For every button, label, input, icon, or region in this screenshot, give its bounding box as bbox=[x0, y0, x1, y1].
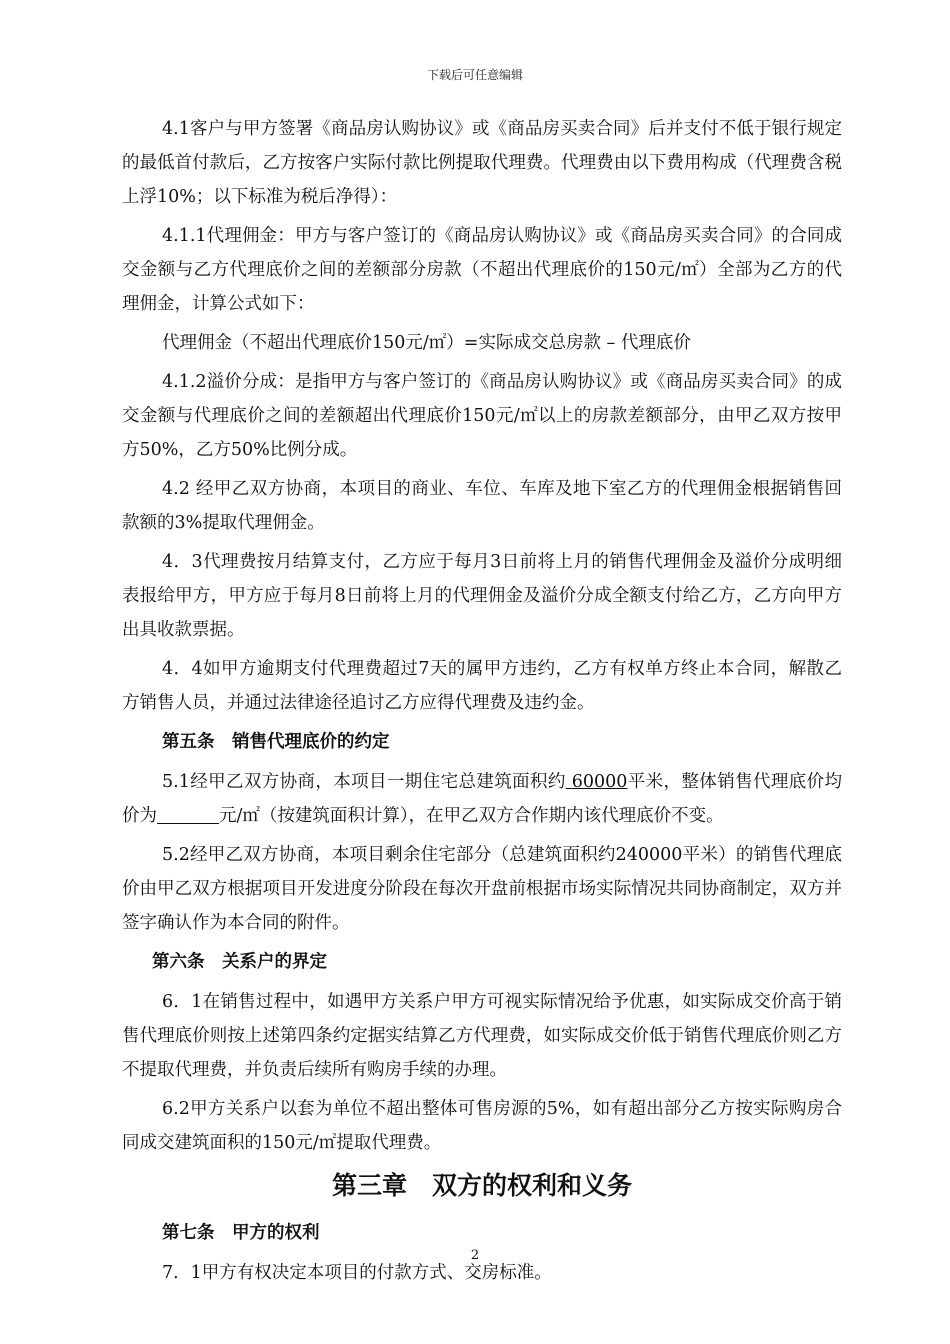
clause-5-2: 5.2经甲乙双方协商，本项目剩余住宅部分（总建筑面积约240000平米）的销售代理底价由甲乙双方根据项目开发进度分阶段在每次开盘前根据市场实际情况共同协商制定，双方并签字确认作为本合同的附件。 bbox=[122, 845, 842, 933]
article-6-title: 第六条 关系户的界定 bbox=[152, 952, 327, 972]
price-blank-line bbox=[157, 805, 219, 824]
clause-4-4: 4．4如甲方逾期支付代理费超过7天的属甲方违约，乙方有权单方终止本合同，解散乙方销售人员，并通过法律途径追讨乙方应得代理费及违约金。 bbox=[122, 659, 842, 713]
clause-5-1-part-c: 元/㎡（按建筑面积计算），在甲乙双方合作期内该代理底价不变。 bbox=[219, 806, 724, 826]
clause-6-2: 6.2甲方关系户以套为单位不超出整体可售房源的5%，如有超出部分乙方按实际购房合同成交建筑面积的150元/㎡提取代理费。 bbox=[122, 1099, 842, 1153]
document-body bbox=[122, 112, 842, 1295]
clause-4-3: 4．3代理费按月结算支付，乙方应于每月3日前将上月的销售代理佣金及溢价分成明细表报给甲方，甲方应于每月8日前将上月的代理佣金及溢价分成全额支付给乙方，乙方向甲方出具收款票据。 bbox=[122, 552, 842, 640]
clause-6-1: 6．1在销售过程中，如遇甲方关系户甲方可视实际情况给予优惠，如实际成交价高于销售代理底价则按上述第四条约定据实结算乙方代理费，如实际成交价低于销售代理底价则乙方不提取代理费，并负责后续所有购房手续的办理。 bbox=[122, 992, 842, 1080]
article-7-title: 第七条 甲方的权利 bbox=[162, 1223, 320, 1243]
chapter-3-title: 第三章 双方的权利和义务 bbox=[331, 1171, 632, 1200]
clause-5-1-part-a: 5.1经甲乙双方协商，本项目一期住宅总建筑面积约 bbox=[162, 772, 566, 792]
article-5-title: 第五条 销售代理底价的约定 bbox=[162, 732, 390, 752]
commission-formula: 代理佣金（不超出代理底价150元/㎡）=实际成交总房款 – 代理底价 bbox=[162, 333, 691, 353]
clause-7-1: 7．1甲方有权决定本项目的付款方式、交房标准。 bbox=[162, 1263, 552, 1283]
clause-4-2: 4.2 经甲乙双方协商，本项目的商业、车位、车库及地下室乙方的代理佣金根据销售回款额的3%提取代理佣金。 bbox=[122, 479, 842, 533]
page-header-note: 下载后可任意编辑 bbox=[426, 68, 523, 82]
clause-4-1-2: 4.1.2溢价分成：是指甲方与客户签订的《商品房认购协议》或《商品房买卖合同》的成交金额与代理底价之间的差额超出代理底价150元/㎡以上的房款差额部分，由甲乙双方按甲方50%，乙方50%比例分成。 bbox=[122, 372, 842, 460]
clause-5-1-area: 60000 bbox=[571, 772, 628, 792]
clause-4-1: 4.1客户与甲方签署《商品房认购协议》或《商品房买卖合同》后并支付不低于银行规定的最低首付款后，乙方按客户实际付款比例提取代理费。代理费由以下费用构成（代理费含税上浮10%；以下标准为税后净得）： bbox=[122, 119, 842, 207]
clause-5-1 bbox=[122, 765, 842, 833]
page-number: 2 bbox=[470, 1248, 480, 1263]
clause-4-1-1: 4.1.1代理佣金：甲方与客户签订的《商品房认购协议》或《商品房买卖合同》的合同成交金额与乙方代理底价之间的差额部分房款（不超出代理底价的150元/㎡）全部为乙方的代理佣金，计算公式如下： bbox=[122, 226, 842, 314]
clause-5-1-part-b: 平米，整体销售代理底价均价为 bbox=[122, 772, 842, 826]
